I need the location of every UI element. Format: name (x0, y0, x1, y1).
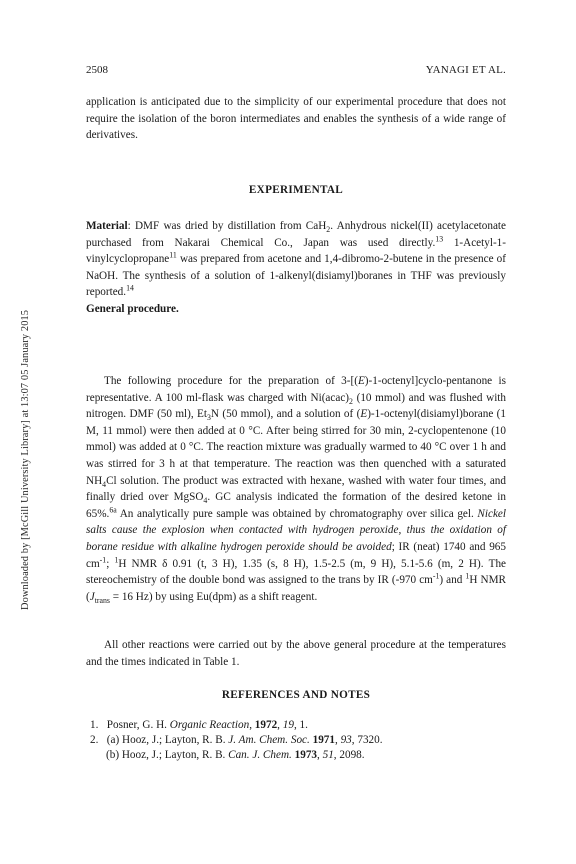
reference-item: 1. Posner, G. H. Organic Reaction, 1972, 19, 1. (90, 719, 308, 731)
procedure-paragraph: The following procedure for the preparation of 3-[(E)-1-octenyl]cyclo-pentanone is representative. A 100 ml-flask was charged with $Ni(acac)_2$ (10 mmol) and was flushed with nitrogen. DMF (50 ml), $Et_3N$ (50 mmol), and a solution of (E)-1-octenyl(disiamyl)borane (1 M, 11 mmol) were then added at 0 °C. After being stirred for 30 min, 2-cyclopentenone (10 mmol) was added at 0 °C. The reaction mixture was gradually warmed to 40 °C over 1 h and was stirred for 3 h at that temperature. The reaction was then quenched with a saturated $NH_4Cl$ solution. The product was extracted with hexane, washed with water four times, and finally dried over MgSO$_4$. GC analysis indicated the formation of the desired ketone in 65%.$^{6a}$ An analytically pure sample was obtained by chromatography over silica gel. Nickel salts cause the explosion when contacted with hydrogen peroxide, thus the oxidation of borane residue with alkaline hydrogen peroxide should be avoided; IR (neat) 1740 and 965 $cm^{-1}$; $^1$H NMR δ 0.91 (t, 3 H), 1.35 (s, 8 H), 1.5-2.5 (m, 9 H), 5.1-5.6 (m, 2 H). The stereochemistry of the double bond was assigned to the trans by IR (-970 $cm^{-1}$) and $^1$H NMR ($J_{trans} = 16$ Hz) by using Eu(dpm) as a shift reagent. (86, 375, 507, 605)
general-procedure-label: General procedure. (86, 302, 179, 315)
references-heading: REFERENCES AND NOTES (221, 689, 371, 701)
intro-paragraph: application is anticipated due to the simplicity of our experimental procedure that does not require the isolation of the boron intermediates and enables the synthesis of a wide range of derivatives. (86, 96, 506, 142)
download-watermark: Downloaded by [McGill University Library] at 13:07 05 January 2015 (20, 309, 31, 610)
reference-item: 2. (a) Hooz, J.; Layton, R. B. J. Am. Chem. Soc. 1971, 93, 7320. (90, 734, 383, 746)
material-paragraph: Material: DMF was dried by distillation from CaH$_2$. Anhydrous nickel(II) acetylacetonate purchased from Nakarai Chemical Co., Japan was used directly.$^{13}$ 1-Acetyl-1-vinylcyclopropane$^{11}$ was prepared from acetone and 1,4-dibromo-2-butene in the presence of NaOH. The synthesis of a solution of 1-alkenyl(disiamyl)boranes in THF was previously reported.$^{14}$ General procedure. (86, 220, 506, 315)
reference-item: (b) Hooz, J.; Layton, R. B. Can. J. Chem. 1973, 51, 2098. (106, 749, 365, 761)
experimental-heading: EXPERIMENTAL (248, 184, 344, 196)
material-label: Material (86, 220, 128, 232)
other-reactions-paragraph: All other reactions were carried out by the above general procedure at the temperatures and the times indicated in Table 1. (86, 639, 506, 668)
page-number: 2508 (86, 64, 108, 76)
reference-list (90, 718, 506, 763)
running-head: YANAGI ET AL. (425, 64, 506, 76)
